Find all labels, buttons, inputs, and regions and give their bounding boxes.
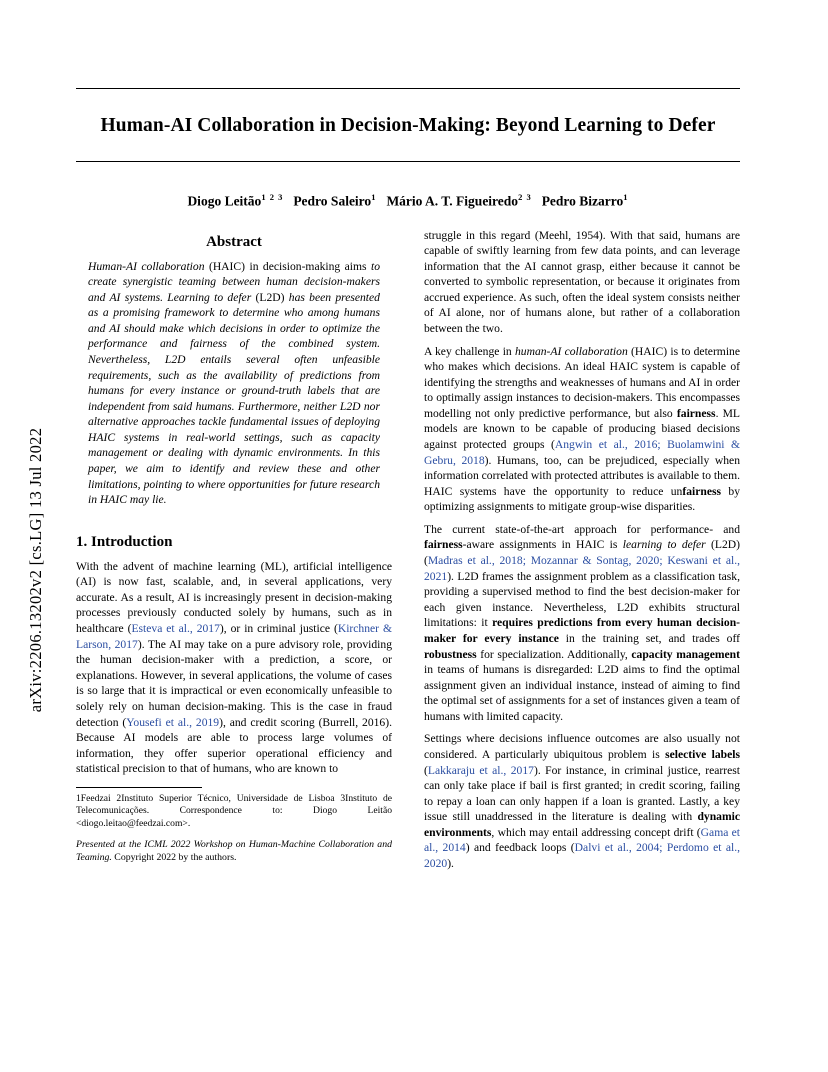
author-name: Pedro Bizarro	[541, 193, 624, 209]
citation-link[interactable]: Angwin et al., 2016; Buolamwini & Gebru, 2018	[424, 438, 740, 467]
author-affil-sup: 1	[371, 192, 377, 202]
footnote-separator	[76, 787, 202, 788]
author-list	[76, 192, 740, 210]
author-affil-sup: 2 3	[518, 192, 532, 202]
venue-note-copyright: Copyright 2022 by the authors.	[114, 852, 237, 864]
abstract-text	[88, 259, 380, 508]
author-name: Diogo Leitão	[187, 193, 262, 209]
citation-link[interactable]: Gama et al., 2014	[424, 825, 740, 855]
right-column	[424, 228, 740, 879]
abstract-paragraph: Human-AI collaboration (HAIC) in decision-making aims to create synergistic teaming between human decision-makers and AI systems. Learning to defer (L2D) has been presented as a promising framework to determine who among humans and AI should make which decisions in order to optimize the performance and fairness of the combined system. Nevertheless, L2D entails several often unfeasible requirements, such as the availability of predictions from humans for every instance or ground-truth labels that are independent from said humans. Furthermore, neither L2D nor alternative approaches tackle fundamental issues of deploying HAIC systems in real-world settings, such as capacity management or dealing with dynamic environments. In this paper, we aim to identify and review these and other limitations, pointing to where opportunities for future research in HAIC may lie.	[88, 259, 381, 507]
page-title: Human-AI Collaboration in Decision-Making: Beyond Learning to Defer	[100, 115, 716, 136]
footnote-affiliations: 1Feedzai 2Instituto Superior Técnico, Universidade de Lisboa 3Instituto de Telecomunicações. Correspondence to: Diogo Leitão <diogo.leitao@feedzai.com>.	[76, 792, 392, 829]
citation-link[interactable]: Kirchner & Larson, 2017	[76, 622, 392, 651]
arxiv-stamp: arXiv:2206.13202v2 [cs.LG] 13 Jul 2022	[26, 427, 45, 713]
two-column-body	[76, 228, 740, 879]
citation-link[interactable]: Lakkaraju et al., 2017	[427, 763, 534, 777]
section-heading-introduction: 1. Introduction	[76, 533, 173, 550]
citation-link[interactable]: Yousefi et al., 2019	[126, 715, 220, 729]
right-paragraph-4: Settings where decisions influence outcomes are also usually not considered. A particularly ubiquitous problem is selective labels (Lakkaraju et al., 2017). For instance, in criminal justice, rearrest can only take place if bail is first granted; in credit scoring, failing to repay a loan can only happen if a loan is granted. Lastly, a key issue still unaddressed in the literature is dealing with dynamic environments, which may entail addressing concept drift (Gama et al., 2014) and feedback loops (Dalvi et al., 2004; Perdomo et al., 2020).	[424, 732, 741, 871]
intro-paragraph-1: With the advent of machine learning (ML), artificial intelligence (AI) is now fast, scalable, and, in several applications, very accurate. As a result, AI is increasingly present in decision-making processes previously conducted solely by humans, such as in healthcare (Esteva et al., 2017), or in criminal justice (Kirchner & Larson, 2017). The AI may take on a pure advisory role, providing the human decision-maker with a prediction, a score, or explanations. However, in several applications, the volume of cases is so large that it is impractical or even economically unfeasible to solely rely on human decision-making. This is the case in fraud detection (Yousefi et al., 2019), and credit scoring (Burrell, 2016). Because AI models are able to process large volumes of information, they offer superior operational efficiency and statistical precision to that of humans, who are known to	[76, 559, 392, 776]
right-paragraph-1: struggle in this regard (Meehl, 1954). With that said, humans are capable of swiftly learning from few data points, and can leverage information that the AI cannot grasp, either because it cannot be converted to symbolic representation, or because it originates from accrued experience. As such, often the ideal system consists neither of AI alone, nor of humans alone, but rather of a collaboration between the two.	[424, 228, 740, 335]
venue-note-italic: Presented at the ICML 2022 Workshop on Human-Machine Collaboration and Teaming.	[76, 839, 392, 864]
citation-link[interactable]: Madras et al., 2018; Mozannar & Sontag, 2020; Keswani et al., 2021	[424, 554, 740, 583]
left-column	[76, 228, 392, 879]
author-affil-sup: 1	[623, 192, 629, 202]
citation-link[interactable]: Dalvi et al., 2004; Perdomo et al., 2020	[424, 841, 741, 871]
author-name: Mário A. T. Figueiredo	[386, 193, 519, 209]
right-paragraph-2: A key challenge in human-AI collaboration (HAIC) is to determine who makes which decisions. An ideal HAIC system is capable of identifying the strengths and weaknesses of humans and AI in order to optimally assign instances to decision-makers. This encompasses modelling not only predictive performance, but also fairness. ML models are known to be capable of producing biased decisions against protected groups (Angwin et al., 2016; Buolamwini & Gebru, 2018). Humans, too, can be prejudiced, especially when information correlated with protected attributes is available to them. HAIC systems have the opportunity to reduce unfairness by optimizing assignments to mitigate group-wise disparities.	[424, 344, 741, 514]
title-rule-top	[76, 88, 740, 89]
abstract-heading: Abstract	[206, 233, 262, 250]
citation-link[interactable]: Esteva et al., 2017	[131, 622, 220, 636]
right-paragraph-3: The current state-of-the-art approach for performance- and fairness-aware assignments in HAIC is learning to defer (L2D) (Madras et al., 2018; Mozannar & Sontag, 2020; Keswani et al., 2021). L2D frames the assignment problem as a classification task, providing a supervised method to find the best decision-maker for each given instance. Nevertheless, L2D exhibits structural limitations: it requires predictions from every human decision-maker for every instance in the training set, and trades off robustness for specialization. Additionally, capacity management in teams of humans is disregarded: L2D aims to find the optimal assignment given an individual instance, instead of aiming to find the optimal set of assignments for a set of instances given a team of humans with limited capacity.	[424, 522, 740, 723]
author-name: Pedro Saleiro	[293, 193, 372, 209]
title-rule-bottom	[76, 161, 740, 162]
venue-note	[76, 839, 392, 865]
paper-content	[76, 88, 740, 879]
author-affil-sup: 1 2 3	[261, 192, 284, 202]
